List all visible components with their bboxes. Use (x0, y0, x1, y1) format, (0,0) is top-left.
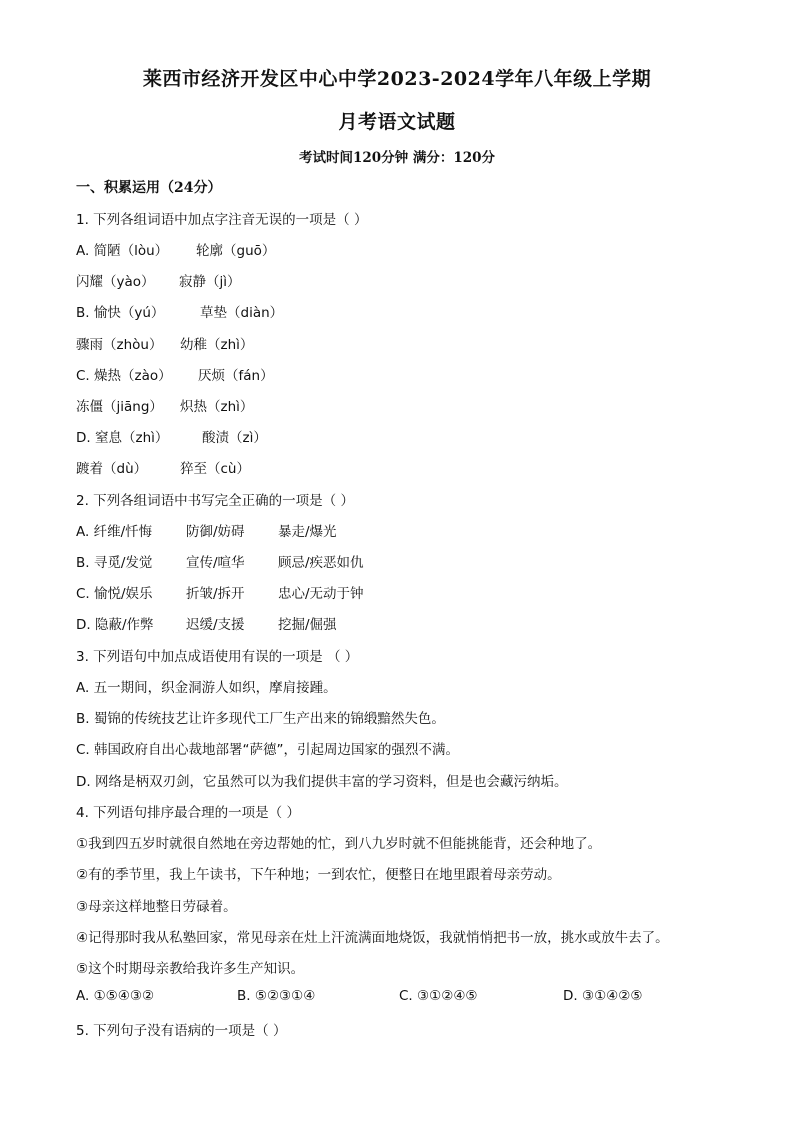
q1-line (76, 457, 250, 477)
q4-sentence-1: ①我到四五岁时就很自然地在旁边帮她的忙，到八九岁时就不但能挑能背，还会种地了。 (76, 836, 602, 852)
q2-word: 迟缓/支援 (186, 617, 245, 633)
q4-option-d: D. ③①④②⑤ (563, 988, 643, 1004)
exam-title-line2: 月考语文试题 (338, 111, 456, 133)
q3-option-c: C. 韩国政府自出心裁地部署“萨德”，引起周边国家的强烈不满。 (76, 742, 459, 758)
q4-sentence-5: ⑤这个时期母亲教给我许多生产知识。 (76, 961, 305, 977)
q4-sentence-2: ②有的季节里，我上午读书，下午种地；一到农忙，便整日在地里跟着母亲劳动。 (76, 867, 561, 883)
q2-word: 暴走/爆光 (278, 524, 337, 540)
q2-word: 防御/妨碍 (186, 524, 245, 540)
exam-info: 考试时间120分钟 满分：120分 (298, 150, 496, 166)
q1-word: A. 简陋（lòu） (76, 243, 169, 259)
q1-word: 草垫（diàn） (200, 305, 284, 321)
q1-word: C. 燥热（zào） (76, 368, 172, 384)
q2-word: D. 隐蔽/作弊 (76, 617, 154, 633)
q4-sentence-3: ③母亲这样地整日劳碌着。 (76, 899, 237, 915)
q2-word: 忠心/无动于钟 (278, 586, 364, 602)
q1-line (76, 364, 274, 384)
q3-option-b: B. 蜀锦的传统技艺让许多现代工厂生产出来的锦缎黯然失色。 (76, 711, 445, 727)
q1-word: 冻僵（jiāng） (76, 399, 163, 415)
q2-word: A. 纤维/忏悔 (76, 524, 153, 540)
q1-word: B. 愉快（yú） (76, 305, 165, 321)
q1-word: 厌烦（fán） (198, 368, 274, 384)
q1-word: 轮廓（guō） (196, 243, 276, 259)
q2-option (76, 582, 364, 602)
q1-word: 寂静（jì） (179, 274, 241, 290)
q1-line (76, 333, 253, 353)
question-2-stem: 2. 下列各组词语中书写完全正确的一项是（ ） (76, 493, 354, 509)
q4-sentence-4: ④记得那时我从私塾回家，常见母亲在灶上汗流满面地烧饭，我就悄悄把书一放，挑水或放牛去了。 (76, 930, 669, 946)
q4-option-c: C. ③①②④⑤ (399, 988, 478, 1004)
q1-line (76, 270, 241, 290)
q2-word: C. 愉悦/娱乐 (76, 586, 153, 602)
q1-line (76, 301, 283, 321)
q1-word: D. 窒息（zhì） (76, 430, 169, 446)
question-4-stem: 4. 下列语句排序最合理的一项是（ ） (76, 805, 300, 821)
q2-word: 折皱/拆开 (186, 586, 245, 602)
q2-word: B. 寻觅/发觉 (76, 555, 153, 571)
q1-word: 骤雨（zhòu） (76, 337, 163, 353)
q1-word: 幼稚（zhì） (180, 337, 254, 353)
q1-word: 闪耀（yào） (76, 274, 155, 290)
q3-option-d: D. 网络是柄双刃剑，它虽然可以为我们提供丰富的学习资料，但是也会藏污纳垢。 (76, 774, 568, 790)
q1-word: 猝至（cù） (180, 461, 250, 477)
q2-word: 挖掘/倔强 (278, 617, 337, 633)
q1-word: 炽热（zhì） (180, 399, 254, 415)
q2-option (76, 613, 337, 633)
question-1-stem: 1. 下列各组词语中加点字注音无误的一项是（ ） (76, 212, 368, 228)
q1-line (76, 426, 267, 446)
q1-word: 酸渍（zì） (202, 430, 267, 446)
section-heading: 一、积累运用（24分） (76, 180, 222, 196)
question-5-stem: 5. 下列句子没有语病的一项是（ ） (76, 1023, 287, 1039)
q4-option-b: B. ⑤②③①④ (237, 988, 316, 1004)
q3-option-a: A. 五一期间，织金洞游人如织，摩肩接踵。 (76, 680, 337, 696)
exam-title-line1: 莱西市经济开发区中心中学2023-2024学年八年级上学期 (142, 68, 652, 90)
q2-option (76, 551, 364, 571)
q1-line (76, 395, 253, 415)
q2-word: 顾忌/疾恶如仇 (278, 555, 364, 571)
q2-option (76, 520, 337, 540)
q1-word: 踱着（dù） (76, 461, 148, 477)
q2-word: 宣传/喧华 (186, 555, 245, 571)
q4-option-a: A. ①⑤④③② (76, 988, 155, 1004)
q1-line (76, 239, 275, 259)
question-3-stem: 3. 下列语句中加点成语使用有误的一项是 （ ） (76, 649, 359, 665)
